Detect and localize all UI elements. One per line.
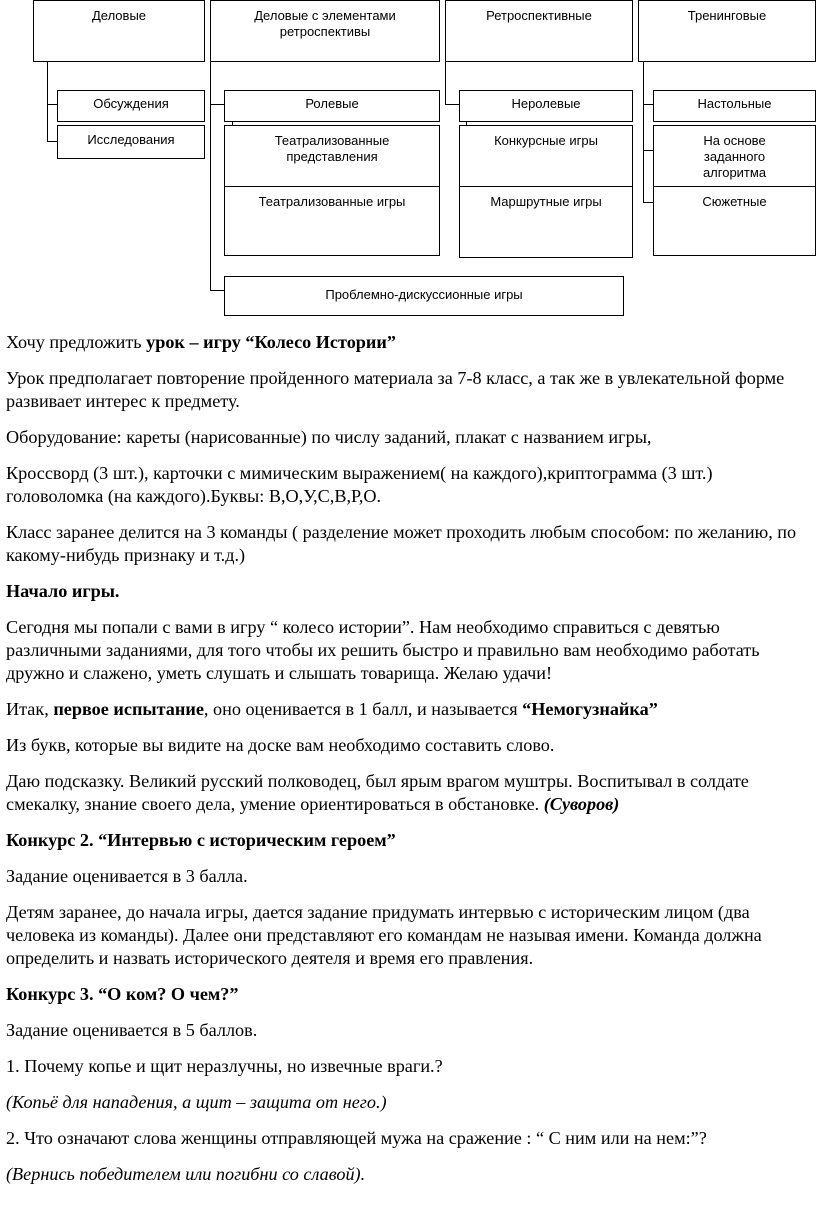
contest-name: “Немогузнайка” [522, 699, 658, 719]
connector-line [643, 62, 644, 202]
heading-contest-2: Конкурс 2. “Интервью с историческим героем” [6, 830, 396, 850]
box-marshrutnye: Маршрутные игры [459, 186, 633, 258]
paragraph-teams: Класс заранее делится на 3 команды ( разделение может проходить любым способом: по желанию, по какому-нибудь признаку и т.д.) [6, 522, 797, 565]
paragraph-hint [6, 770, 810, 816]
paragraph-intro [6, 331, 810, 354]
paragraph-materials: Кроссворд (3 шт.), карточки с мимическим выражением( на каждого),криптограмма (3 шт.) головоломка (на каждого).Буквы: В,О,У,С,В,Р,О. [6, 463, 713, 506]
box-konkursnye: Конкурсные игры [459, 125, 633, 187]
heading-start: Начало игры. [6, 581, 120, 601]
document-body [6, 331, 810, 1199]
connector-line [445, 62, 446, 104]
box-nastolnye: Настольные [653, 90, 816, 122]
paragraph-welcome: Сегодня мы попали с вами в игру “ колесо истории”. Нам необходимо справиться с девятью различными заданиями, для того чтобы их решить быстро и правильно вам необходимо работать дружно и слажено, уметь слушать и слышать товарища. Желаю удачи! [6, 617, 760, 683]
connector-line [643, 150, 653, 151]
connector-line [47, 104, 57, 105]
paragraph-letters: Из букв, которые вы видите на доске вам необходимо составить слово. [6, 735, 555, 755]
paragraph-equipment: Оборудование: кареты (нарисованные) по числу заданий, плакат с названием игры, [6, 427, 652, 447]
question-1: 1. Почему копье и щит неразлучны, но извечные враги.? [6, 1056, 443, 1076]
box-retrospektivnye: Ретроспективные [445, 0, 633, 62]
game-types-diagram [0, 0, 816, 325]
text-span: Хочу предложить [6, 332, 147, 352]
text-span: , оно оценивается в 1 балл, и называется [203, 699, 523, 719]
paragraph-score-5: Задание оценивается в 5 баллов. [6, 1020, 258, 1040]
answer-2: (Вернись победителем или погибни со славой). [6, 1164, 366, 1184]
box-issledovaniya: Исследования [57, 125, 205, 159]
box-syuzhetnye: Сюжетные [653, 186, 816, 256]
box-problemno-diskussionnye: Проблемно-дискуссионные игры [224, 276, 624, 316]
paragraph-score-3: Задание оценивается в 3 балла. [6, 866, 248, 886]
box-treningovye: Тренинговые [638, 0, 816, 62]
box-algoritm: На основе заданного алгоритма [653, 125, 816, 187]
box-delovye-retro: Деловые с элементами ретроспективы [210, 0, 440, 62]
text-span: Даю подсказку. Великий русский полководец, был ярым врагом муштры. Воспитывал в солдате смекалку, знание своего дела, умение ориентироваться в обстановке. [6, 771, 749, 814]
box-obsuzhdeniya: Обсуждения [57, 90, 205, 122]
question-2: 2. Что означают слова женщины отправляющей мужа на сражение : “ С ним или на нем:”? [6, 1128, 707, 1148]
connector-line [210, 290, 224, 291]
text-span: первое испытание [53, 699, 204, 719]
connector-line [47, 141, 57, 142]
connector-line [643, 202, 653, 203]
box-rolevye: Ролевые [224, 90, 440, 122]
connector-line [47, 62, 48, 142]
lesson-title: урок – игру “Колесо Истории” [146, 332, 396, 352]
box-nerolevye: Неролевые [459, 90, 633, 122]
connector-line [210, 62, 211, 290]
paragraph-first-test [6, 698, 810, 721]
answer-1: (Копьё для нападения, а щит – защита от него.) [6, 1092, 387, 1112]
paragraph-goal: Урок предполагает повторение пройденного материала за 7-8 класс, а так же в увлекательной форме развивает интерес к предмету. [6, 368, 785, 411]
answer-text: (Суворов) [543, 794, 620, 814]
box-delovye: Деловые [33, 0, 205, 62]
paragraph-interview: Детям заранее, до начала игры, дается задание придумать интервью с историческим лицом (два человека из команды). Далее они представляют его командам не называя имени. Команда должна определить и назвать исторического деятеля и время его правления. [6, 902, 762, 968]
box-teatr-predstavleniya: Театрализованные представления [224, 125, 440, 187]
connector-line [210, 104, 224, 105]
connector-line [445, 104, 459, 105]
connector-line [643, 104, 653, 105]
text-span: Итак, [6, 699, 54, 719]
heading-contest-3: Конкурс 3. “О ком? О чем?” [6, 984, 239, 1004]
box-teatr-igry: Театрализованные игры [224, 186, 440, 256]
